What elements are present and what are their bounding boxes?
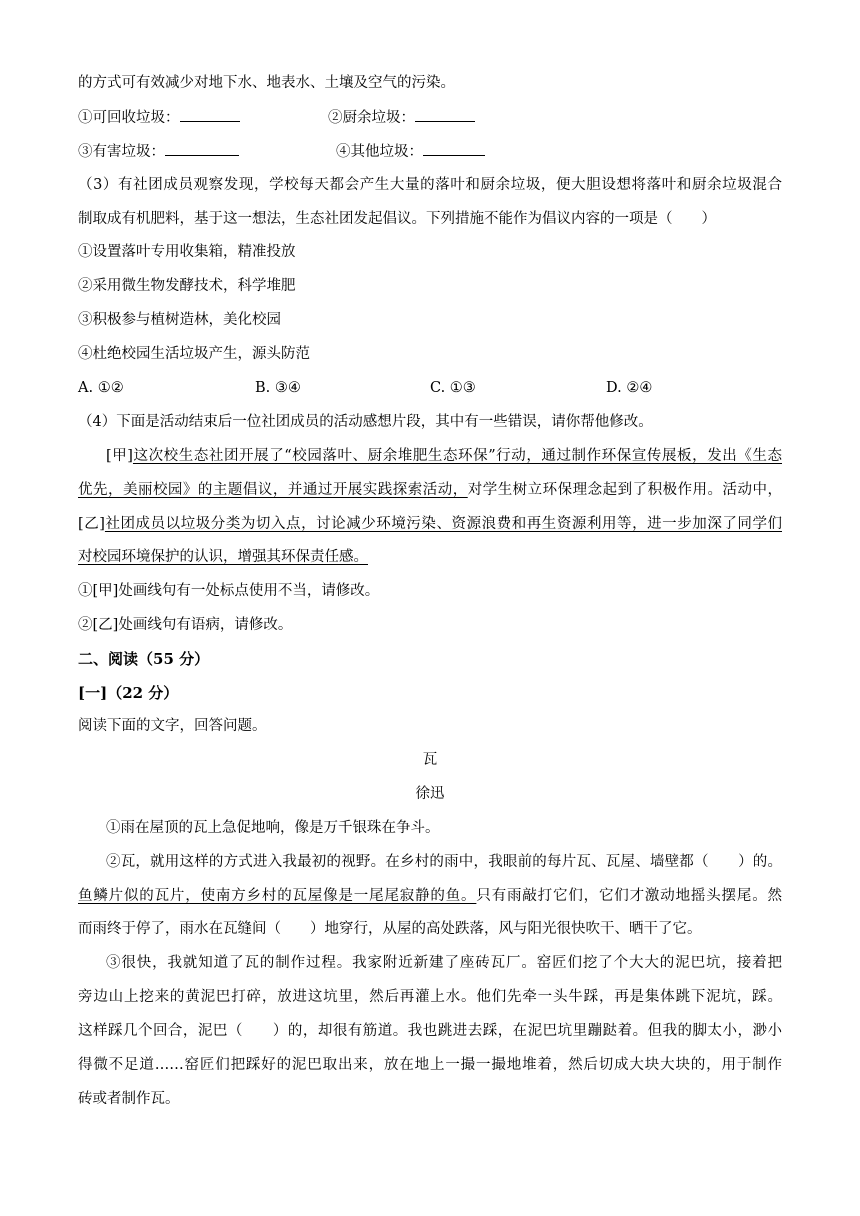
article-para-1: ①雨在屋顶的瓦上急促地响，像是万千银珠在争斗。: [106, 820, 440, 836]
sort-label-other: ④其他垃圾：: [336, 144, 423, 160]
answer-blank-kitchen[interactable]: [415, 107, 475, 122]
article-para-3-line3: 这样踩几个回合，泥巴（ ）的，却很有筋道。我也跳进去踩，在泥巴坑里蹦跶着。但我的脚太小，渺小: [78, 1023, 782, 1039]
article-para-3-line1: ③很快，我就知道了瓦的制作过程。我家附近新建了座砖瓦厂。窑匠们挖了个大大的泥巴坑，接着把: [106, 955, 782, 971]
mark-yi: [乙]: [78, 516, 105, 532]
part-heading: [一]（22 分）: [78, 684, 179, 702]
underlined-sentence-yi: 社团成员以垃圾分类为切入点，讨论减少环境污染、资源浪费和再生资源利用等，进一步加深了同学们: [104, 516, 782, 532]
sort-item-recyclable: [78, 107, 240, 128]
sort-item-other: [336, 141, 485, 162]
q3-item-1: ①设置落叶专用收集箱，精准投放: [78, 244, 296, 260]
intro-line: 的方式可有效减少对地下水、地表水、土壤及空气的污染。: [78, 75, 455, 91]
answer-blank-other[interactable]: [423, 141, 485, 156]
reading-instruction: 阅读下面的文字，回答问题。: [78, 718, 267, 734]
q3-item-4: ④杜绝校园生活垃圾产生，源头防范: [78, 346, 310, 362]
article-para-2-line2-rest: 只有雨敲打它们，它们才激动地摇头摆尾。然: [476, 888, 783, 904]
sort-label-kitchen: ②厨余垃圾：: [328, 110, 415, 126]
q3-option-a[interactable]: A. ①②: [78, 380, 124, 396]
answer-blank-recyclable[interactable]: [180, 107, 240, 122]
q3-option-c[interactable]: C. ①③: [430, 380, 476, 396]
q3-item-3: ③积极参与植树造林，美化校园: [78, 312, 281, 328]
sort-label-recyclable: ①可回收垃圾：: [78, 110, 180, 126]
article-para-2-line2: [78, 886, 782, 906]
q3-item-2: ②采用微生物发酵技术，科学堆肥: [78, 278, 296, 294]
article-para-3-line5: 砖或者制作瓦。: [78, 1091, 180, 1107]
q4-task-2: ②[乙]处画线句有语病，请修改。: [78, 617, 293, 633]
q4-para-line4: [78, 547, 368, 567]
underlined-sentence-fish: 鱼鳞片似的瓦片，使南方乡村的瓦屋像是一尾尾寂静的鱼。: [78, 888, 477, 904]
q3-option-d[interactable]: D. ②④: [606, 380, 653, 396]
answer-blank-hazardous[interactable]: [165, 141, 239, 156]
q4-para-line2-rest: 对学生树立环保理念起到了积极作用。活动中，: [467, 482, 782, 498]
sort-item-kitchen: [328, 107, 475, 128]
q4-para-line3: [78, 514, 782, 534]
article-para-3-line4: 得微不足道……窑匠们把踩好的泥巴取出来，放在地上一撮一撮地堆着，然后切成大块大块的，用于制作: [78, 1057, 782, 1073]
q3-option-b[interactable]: B. ③④: [255, 380, 301, 396]
underlined-sentence-yi-end: 对校园环境保护的认识，增强其环保责任感。: [78, 549, 368, 565]
underlined-sentence-jia: 这次校生态社团开展了“校园落叶、厨余堆肥生态环保”行动，通过制作环保宣传展板，发出《生态: [132, 448, 782, 464]
q4-para-line2: [78, 480, 782, 500]
article-title: 瓦: [422, 752, 438, 768]
q4-task-1: ①[甲]处画线句有一处标点使用不当，请修改。: [78, 583, 380, 599]
article-author: 徐迅: [415, 786, 445, 802]
sort-item-hazardous: [78, 141, 239, 162]
q3-line1: （3）有社团成员观察发现，学校每天都会产生大量的落叶和厨余垃圾，便大胆设想将落叶和厨余垃圾混合: [78, 177, 782, 193]
mark-jia: [甲]: [106, 448, 133, 464]
q4-para-line1: [106, 446, 782, 466]
q4-intro: （4）下面是活动结束后一位社团成员的活动感想片段，其中有一些错误，请你帮他修改。: [78, 414, 653, 430]
article-para-2-line1: ②瓦，就用这样的方式进入我最初的视野。在乡村的雨中，我眼前的每片瓦、瓦屋、墙壁都（ ）的。: [106, 854, 782, 870]
q3-line2: 制取成有机肥料，基于这一想法，生态社团发起倡议。下列措施不能作为倡议内容的一项是（ ）: [78, 211, 716, 227]
sort-label-hazardous: ③有害垃圾：: [78, 144, 165, 160]
article-para-3-line2: 旁边山上挖来的黄泥巴打碎，放进这坑里，然后再灌上水。他们先牵一头牛踩，再是集体跳下泥坑，踩。: [78, 989, 782, 1005]
underlined-sentence-jia-end: 优先，美丽校园》的主题倡议，并通过开展实践探索活动，: [78, 482, 468, 498]
article-para-2-line3: 而雨终于停了，雨水在瓦缝间（ ）地穿行，从屋的高处跌落，风与阳光很快吹干、晒干了它。: [78, 921, 702, 937]
section-heading: 二、阅读（55 分）: [78, 650, 210, 668]
